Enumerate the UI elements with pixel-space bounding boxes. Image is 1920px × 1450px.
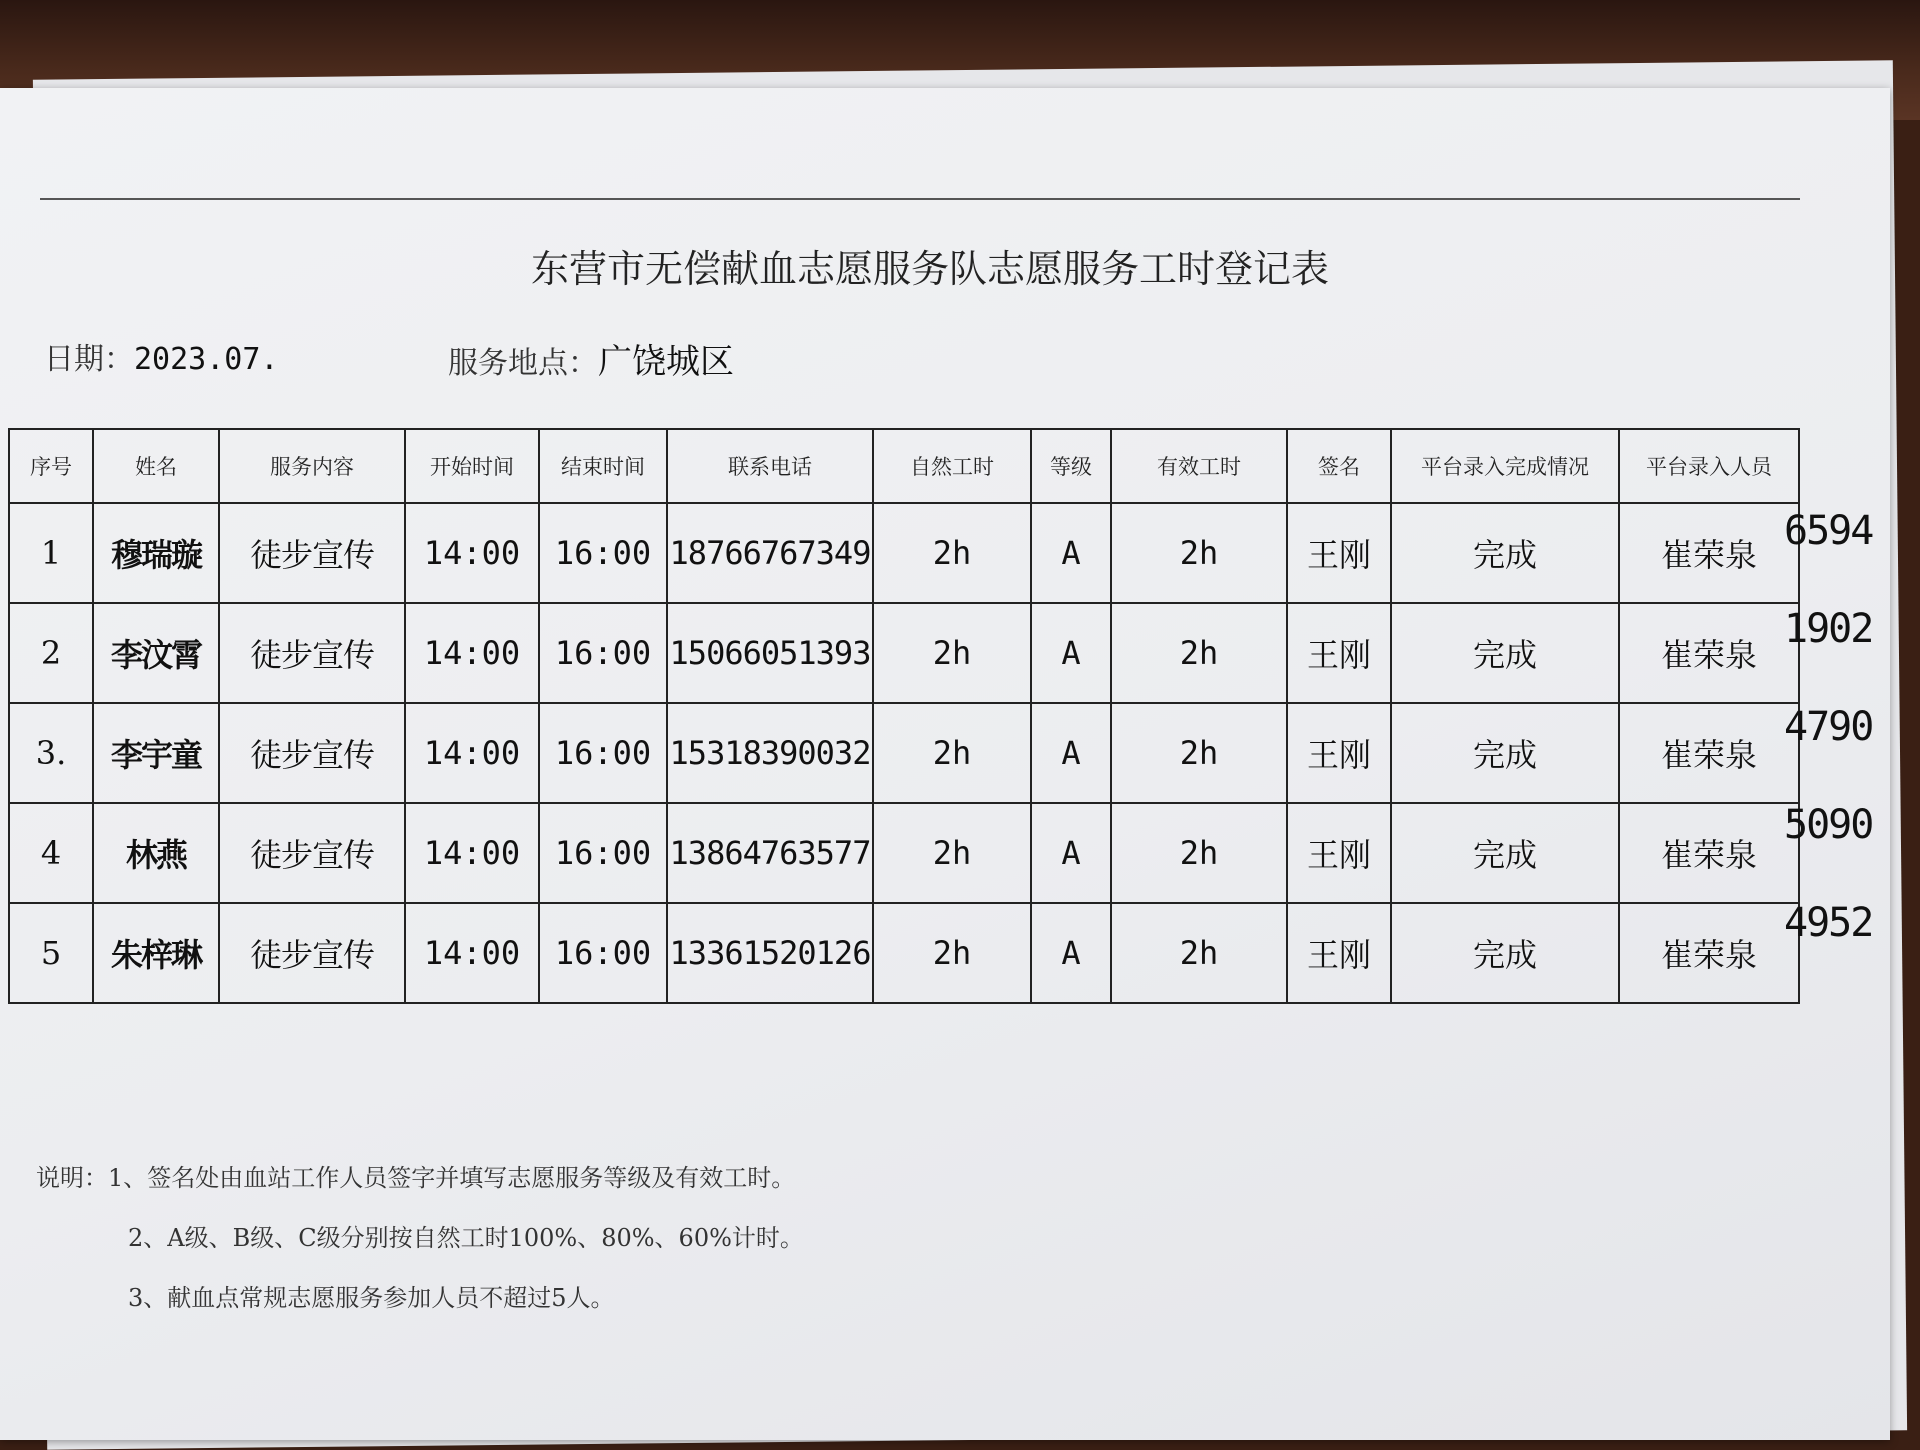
table-row [9, 903, 1799, 1003]
header-cell: 联系电话 [667, 429, 873, 503]
header-cell: 签名 [1287, 429, 1391, 503]
row-number: 3. [9, 703, 93, 803]
location-label: 服务地点： [448, 346, 598, 381]
signature: 王刚 [1287, 703, 1391, 803]
start-time: 14:00 [405, 503, 539, 603]
header-rule [40, 198, 1800, 200]
header-cell: 结束时间 [539, 429, 667, 503]
date-label: 日期： [44, 342, 134, 377]
row-number: 5 [9, 903, 93, 1003]
location-line [448, 334, 734, 383]
natural-hours: 2h [873, 903, 1031, 1003]
header-cell: 自然工时 [873, 429, 1031, 503]
effective-hours: 2h [1111, 903, 1287, 1003]
effective-hours: 2h [1111, 603, 1287, 703]
phone-number: 13864763577 [667, 803, 873, 903]
row-number: 1 [9, 503, 93, 603]
header-cell: 姓名 [93, 429, 219, 503]
table-row [9, 703, 1799, 803]
header-cell: 序号 [9, 429, 93, 503]
header-cell: 开始时间 [405, 429, 539, 503]
entry-status: 完成 [1391, 503, 1619, 603]
signature: 王刚 [1287, 603, 1391, 703]
grade: A [1031, 603, 1111, 703]
row-number: 2 [9, 603, 93, 703]
service-content: 徒步宣传 [219, 503, 405, 603]
start-time: 14:00 [405, 903, 539, 1003]
signature: 王刚 [1287, 903, 1391, 1003]
volunteer-name: 林燕 [93, 803, 219, 903]
grade: A [1031, 803, 1111, 903]
note-line: 说明：1、签名处由血站工作人员签字并填写志愿服务等级及有效工时。 [36, 1164, 796, 1192]
phone-number: 18766767349 [667, 503, 873, 603]
margin-note: 1902 [1784, 606, 1873, 652]
margin-note: 5090 [1784, 802, 1873, 848]
start-time: 14:00 [405, 603, 539, 703]
effective-hours: 2h [1111, 503, 1287, 603]
note-line: 2、A级、B级、C级分别按自然工时100%、80%、60%计时。 [128, 1224, 804, 1252]
entry-person: 崔荣泉 [1619, 803, 1799, 903]
volunteer-name: 朱梓琳 [93, 903, 219, 1003]
natural-hours: 2h [873, 503, 1031, 603]
margin-note: 4952 [1784, 900, 1873, 946]
header-cell: 平台录入人员 [1619, 429, 1799, 503]
date-line [44, 334, 279, 378]
table-header-row [9, 429, 1799, 503]
margin-note: 6594 [1784, 508, 1873, 554]
date-value: 2023.07. [134, 342, 279, 377]
notes-section [36, 1148, 804, 1328]
effective-hours: 2h [1111, 703, 1287, 803]
natural-hours: 2h [873, 603, 1031, 703]
header-cell: 服务内容 [219, 429, 405, 503]
end-time: 16:00 [539, 703, 667, 803]
entry-person: 崔荣泉 [1619, 703, 1799, 803]
entry-status: 完成 [1391, 903, 1619, 1003]
table-row [9, 803, 1799, 903]
row-number: 4 [9, 803, 93, 903]
natural-hours: 2h [873, 703, 1031, 803]
margin-note: 4790 [1784, 704, 1873, 750]
table-row [9, 603, 1799, 703]
effective-hours: 2h [1111, 803, 1287, 903]
hours-table [8, 428, 1800, 1004]
natural-hours: 2h [873, 803, 1031, 903]
volunteer-name: 穆瑞璇 [93, 503, 219, 603]
grade: A [1031, 903, 1111, 1003]
entry-person: 崔荣泉 [1619, 903, 1799, 1003]
start-time: 14:00 [405, 703, 539, 803]
location-value: 广饶城区 [598, 342, 734, 382]
end-time: 16:00 [539, 903, 667, 1003]
header-cell: 有效工时 [1111, 429, 1287, 503]
entry-person: 崔荣泉 [1619, 603, 1799, 703]
header-cell: 平台录入完成情况 [1391, 429, 1619, 503]
signature: 王刚 [1287, 503, 1391, 603]
grade: A [1031, 503, 1111, 603]
phone-number: 13361520126 [667, 903, 873, 1003]
entry-status: 完成 [1391, 603, 1619, 703]
service-content: 徒步宣传 [219, 903, 405, 1003]
phone-number: 15318390032 [667, 703, 873, 803]
entry-person: 崔荣泉 [1619, 503, 1799, 603]
registration-sheet [0, 88, 1890, 1440]
end-time: 16:00 [539, 803, 667, 903]
volunteer-name: 李宇童 [93, 703, 219, 803]
entry-status: 完成 [1391, 703, 1619, 803]
service-content: 徒步宣传 [219, 703, 405, 803]
grade: A [1031, 703, 1111, 803]
start-time: 14:00 [405, 803, 539, 903]
end-time: 16:00 [539, 603, 667, 703]
volunteer-name: 李汶霄 [93, 603, 219, 703]
service-content: 徒步宣传 [219, 803, 405, 903]
table-row [9, 503, 1799, 603]
note-line: 3、献血点常规志愿服务参加人员不超过5人。 [128, 1284, 615, 1312]
end-time: 16:00 [539, 503, 667, 603]
entry-status: 完成 [1391, 803, 1619, 903]
document-title: 东营市无偿献血志愿服务队志愿服务工时登记表 [530, 247, 1329, 291]
signature: 王刚 [1287, 803, 1391, 903]
service-content: 徒步宣传 [219, 603, 405, 703]
header-cell: 等级 [1031, 429, 1111, 503]
phone-number: 15066051393 [667, 603, 873, 703]
